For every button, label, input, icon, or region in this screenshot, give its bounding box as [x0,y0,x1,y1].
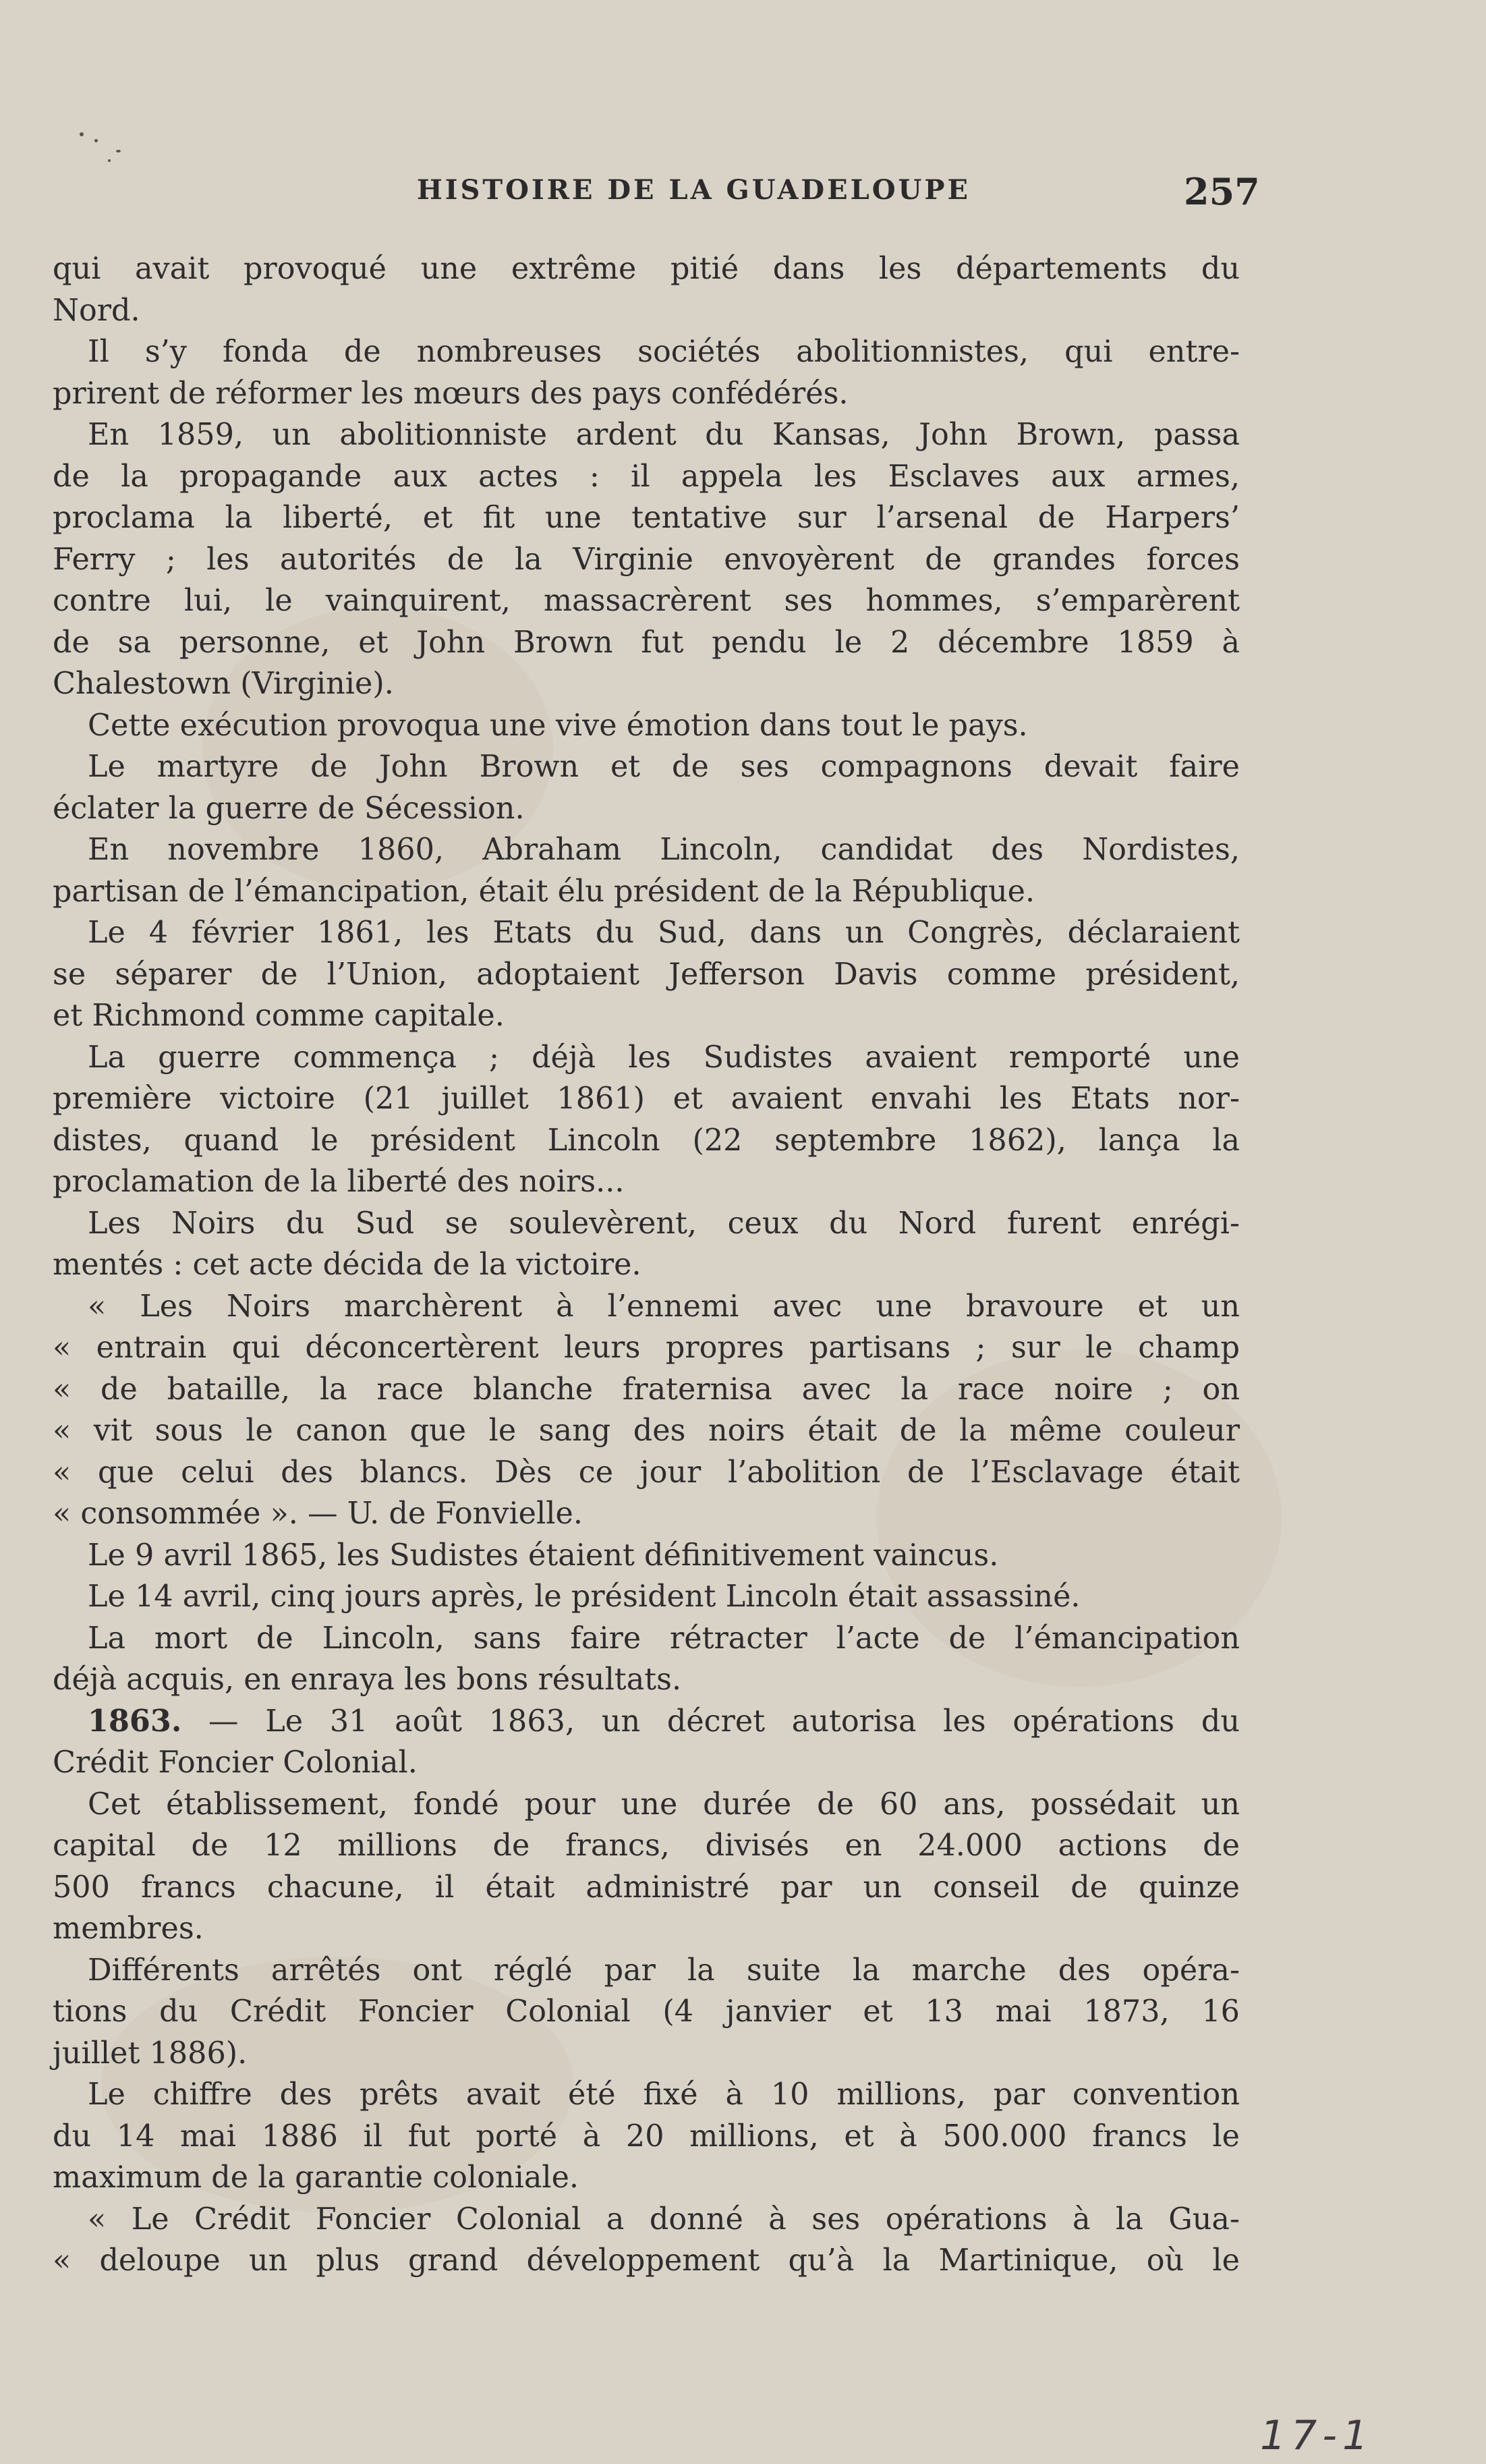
text-line [53,1950,1240,1992]
line-text: Ferry ; les autorités de la Virginie envoyèrent de grandes forces [53,542,1240,577]
text-line [53,1742,1240,1784]
page-header [0,170,1486,224]
text-line [53,331,1240,373]
text-line [53,1369,1240,1411]
text-line [53,788,1240,830]
line-text: Cet établissement, fondé pour une durée de 60 ans, possédait un [88,1787,1240,1822]
line-text: Le chiffre des prêts avait été fixé à 10 millions, par convention [88,2077,1240,2112]
line-text: « Le Crédit Foncier Colonial a donné à ses opérations à la Gua- [88,2202,1240,2237]
line-text: Chalestown (Virginie). [53,667,394,701]
line-text: « entrain qui déconcertèrent leurs propres partisans ; sur le champ [53,1331,1240,1365]
text-line [53,2033,1240,2075]
line-text: « que celui des blancs. Dès ce jour l’abolition de l’Esclavage était [53,1455,1240,1490]
line-text: contre lui, le vainquirent, massacrèrent ses hommes, s’emparèrent [53,584,1240,618]
line-text: qui avait provoqué une extrême pitié dans les départements du [53,252,1240,286]
text-line [53,1784,1240,1826]
line-text: Cette exécution provoqua une vive émotion dans tout le pays. [88,708,1028,743]
text-line [53,2240,1240,2282]
line-text: En 1859, un abolitionniste ardent du Kansas, John Brown, passa [88,418,1240,452]
line-text: Le 4 février 1861, les Etats du Sud, dans un Congrès, déclaraient [88,916,1240,950]
line-text: capital de 12 millions de francs, divisés en 24.000 actions de [53,1828,1240,1863]
text-line [53,414,1240,456]
text-line [53,954,1240,996]
text-line [53,1991,1240,2033]
text-line [53,1867,1240,1909]
line-text: et Richmond comme capitale. [53,999,505,1033]
line-text: mentés : cet acte décida de la victoire. [53,1248,641,1282]
line-text: proclama la liberté, et fit une tentative sur l’arsenal de Harpers’ [53,501,1240,535]
text-line [53,2116,1240,2158]
text-line [53,1493,1240,1535]
handwritten-note: 17-1 [1260,2412,1374,2459]
line-text: première victoire (21 juillet 1861) et avaient envahi les Etats nor- [53,1082,1240,1116]
text-line [53,1286,1240,1328]
text-line [53,622,1240,664]
line-text: — Le 31 août 1863, un décret autorisa les opérations du [181,1704,1240,1739]
line-text: La guerre commença ; déjà les Sudistes avaient remporté une [88,1040,1240,1075]
line-text: juillet 1886). [53,2036,248,2071]
line-text: « deloupe un plus grand développement qu’à la Martinique, où le [53,2243,1240,2278]
line-text: proclamation de la liberté des noirs... [53,1165,625,1199]
line-text: tions du Crédit Foncier Colonial (4 janvier et 13 mai 1873, 16 [53,1994,1240,2029]
ink-speck [80,132,84,136]
text-line [53,1659,1240,1701]
text-line [53,1037,1240,1079]
line-text: « de bataille, la race blanche fraternisa avec la race noire ; on [53,1372,1240,1407]
text-line [53,1618,1240,1660]
line-text: Crédit Foncier Colonial. [53,1745,418,1780]
text-line [53,373,1240,415]
line-text: Le martyre de John Brown et de ses compagnons devait faire [88,750,1240,784]
text-line [53,2074,1240,2116]
line-text: Les Noirs du Sud se soulevèrent, ceux du Nord furent enrégi- [88,1206,1240,1241]
line-text: se séparer de l’Union, adoptaient Jefferson Davis comme président, [53,957,1240,992]
ink-speck [108,159,111,162]
line-text: distes, quand le président Lincoln (22 septembre 1862), lança la [53,1123,1240,1158]
line-text: de sa personne, et John Brown fut pendu le 2 décembre 1859 à [53,625,1240,660]
line-text: partisan de l’émancipation, était élu président de la République. [53,874,1035,909]
text-line [53,1327,1240,1369]
text-line [53,912,1240,954]
line-text: de la propagande aux actes : il appela les Esclaves aux armes, [53,459,1240,494]
text-line [53,580,1240,622]
text-line [53,1203,1240,1245]
text-line [53,2157,1240,2199]
text-line [53,1120,1240,1162]
text-line [53,871,1240,913]
line-text: Le 9 avril 1865, les Sudistes étaient définitivement vaincus. [88,1538,999,1573]
line-text: maximum de la garantie coloniale. [53,2160,579,2195]
line-text: « consommée ». — U. de Fonvielle. [53,1496,583,1531]
line-text: du 14 mai 1886 il fut porté à 20 millions, et à 500.000 francs le [53,2119,1240,2154]
line-text: Nord. [53,293,140,328]
text-line [53,539,1240,581]
text-line [53,456,1240,498]
body-text [53,248,1240,2282]
line-text: éclater la guerre de Sécession. [53,791,525,826]
text-line [53,1161,1240,1203]
text-line [53,995,1240,1037]
line-text: « Les Noirs marchèrent à l’ennemi avec une bravoure et un [88,1289,1240,1324]
text-line [53,1535,1240,1577]
text-line [53,829,1240,871]
page-number: 257 [1184,170,1260,213]
running-title: HISTOIRE DE LA GUADELOUPE [417,174,971,206]
text-line [53,248,1240,290]
line-text: Le 14 avril, cinq jours après, le président Lincoln était assassiné. [88,1579,1081,1614]
text-line [53,663,1240,705]
line-text: membres. [53,1911,204,1946]
text-line [53,2199,1240,2241]
ink-speck [94,139,98,142]
line-text: La mort de Lincoln, sans faire rétracter l’acte de l’émancipation [88,1621,1240,1656]
text-line [53,1908,1240,1950]
text-line [53,1576,1240,1618]
year-heading: 1863. [88,1703,182,1739]
text-line [53,705,1240,747]
line-text: prirent de réformer les mœurs des pays confédérés. [53,376,849,411]
ink-speck [116,150,121,152]
line-text: 500 francs chacune, il était administré par un conseil de quinze [53,1870,1240,1905]
text-line [53,1452,1240,1494]
line-text: Différents arrêtés ont réglé par la suite la marche des opéra- [88,1953,1240,1988]
text-line [53,1701,1240,1743]
text-line [53,746,1240,788]
line-text: déjà acquis, en enraya les bons résultats. [53,1662,682,1697]
text-line [53,497,1240,539]
text-line [53,1825,1240,1867]
line-text: En novembre 1860, Abraham Lincoln, candidat des Nordistes, [88,833,1240,867]
text-line [53,1078,1240,1120]
text-line [53,1244,1240,1286]
text-line [53,1410,1240,1452]
text-line [53,290,1240,332]
line-text: Il s’y fonda de nombreuses sociétés abolitionnistes, qui entre- [88,335,1240,369]
line-text: « vit sous le canon que le sang des noirs était de la même couleur [53,1413,1240,1448]
